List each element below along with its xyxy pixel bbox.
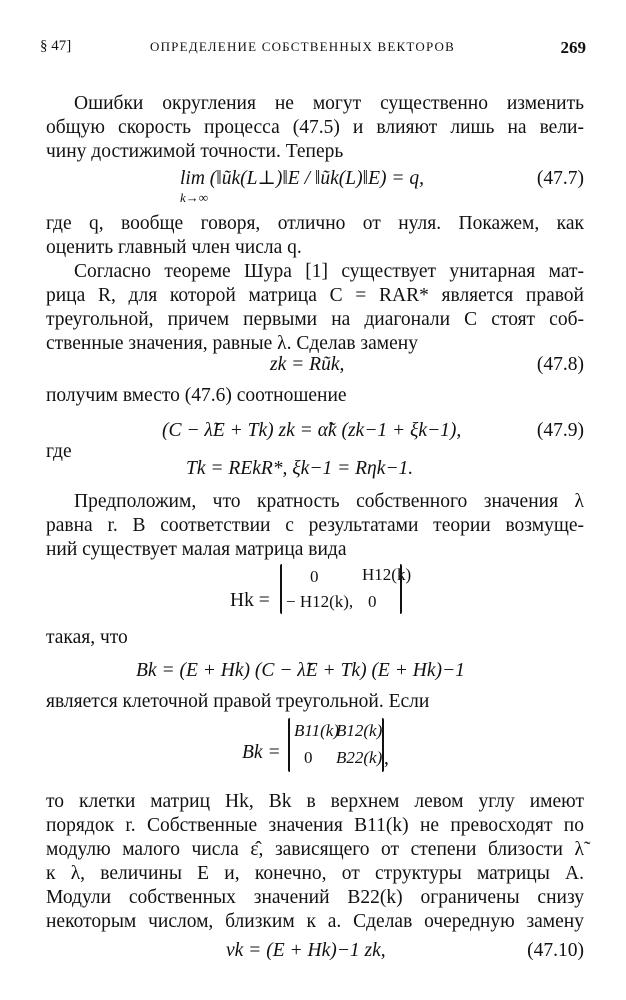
- equation-B: Bk = (E + Hk) (C − λ̃E + Tk) (E + Hk)−1: [136, 660, 465, 681]
- text-line: где q, вообще говоря, отлично от нуля. Покажем, как: [46, 213, 584, 234]
- matrix-cell: − H12(k),: [286, 592, 354, 611]
- matrix-cell: B22(k): [336, 748, 383, 767]
- text-line: чину достижимой точности. Теперь: [46, 141, 344, 162]
- equation-number: (47.8): [536, 354, 584, 375]
- matrix-B-trail: ,: [384, 748, 389, 769]
- text-line: порядок r. Собственные значения B11(k) не превосходят по: [46, 815, 584, 836]
- text-line: оценить главный член числа q.: [46, 237, 302, 258]
- equation-47-8: zk = Rũk,: [270, 354, 345, 375]
- matrix-cell: 0: [310, 567, 319, 586]
- text-line: где: [46, 441, 72, 462]
- text-line: некоторым числом, близким к a. Сделав очередную замену: [46, 911, 584, 932]
- equation-number: (47.7): [536, 168, 584, 189]
- matrix-cell: 0: [368, 592, 377, 611]
- equation-47-7: lim (‖ũk(L⊥)‖E / ‖ũk(L)‖E) = q,: [180, 168, 425, 189]
- text-line: получим вместо (47.6) соотношение: [46, 385, 347, 406]
- equation-47-9: (C − λ̃E + Tk) zk = α̃k (zk−1 + ξk−1),: [162, 420, 462, 441]
- matrix-B-label: Bk =: [242, 742, 281, 763]
- text-line: ственные значения, равные λ. Сделав замену: [46, 333, 418, 354]
- equation-47-10: vk = (E + Hk)−1 zk,: [226, 940, 386, 961]
- text-line: общую скорость процесса (47.5) и влияют лишь на вели-: [46, 117, 584, 138]
- text-line: то клетки матриц Hk, Bk в верхнем левом углу имеют: [46, 791, 584, 812]
- lim-subscript: k→∞: [180, 190, 209, 205]
- equation-number: (47.10): [527, 940, 584, 961]
- text-line: ний существует малая матрица вида: [46, 539, 347, 560]
- matrix-H-label: Hk =: [230, 590, 270, 611]
- text-line: рица R, для которой матрица C = RAR* является правой: [46, 285, 584, 306]
- text-line: Предположим, что кратность собственного значения λ: [74, 491, 584, 512]
- text-line: Согласно теореме Шура [1] существует унитарная мат-: [74, 261, 584, 282]
- text-line: треугольной, причем первыми на диагонали C стоят соб-: [46, 309, 584, 330]
- equation-T: Tk = REkR*, ξk−1 = Rηk−1.: [186, 458, 414, 479]
- matrix-cell: B11(k): [294, 721, 339, 740]
- text-line: Модули собственных значений B22(k) ограничены снизу: [46, 887, 584, 908]
- matrix-H: [280, 564, 412, 614]
- text-line: модулю малого числа ε̂, зависящего от степени близости λ̃: [46, 839, 584, 860]
- text-line: является клеточной правой треугольной. Если: [46, 691, 430, 712]
- matrix-cell: 0: [304, 748, 313, 767]
- text-line: равна r. В соответствии с результатами теории возмуще-: [46, 515, 584, 536]
- text-line: Ошибки округления не могут существенно изменить: [74, 93, 584, 114]
- matrix-B: [288, 718, 384, 772]
- running-header: [40, 38, 586, 62]
- matrix-cell: H12(k): [362, 565, 412, 584]
- text-line: к λ, величины E и, конечно, от структуры матрицы A.: [46, 863, 584, 884]
- matrix-cell: B12(k): [336, 721, 383, 740]
- equation-number: (47.9): [536, 420, 584, 441]
- page-number: 269: [560, 38, 586, 57]
- text-line: такая, что: [46, 627, 128, 648]
- running-title: ОПРЕДЕЛЕНИЕ СОБСТВЕННЫХ ВЕКТОРОВ: [150, 39, 456, 54]
- section-marker: § 47]: [40, 38, 72, 54]
